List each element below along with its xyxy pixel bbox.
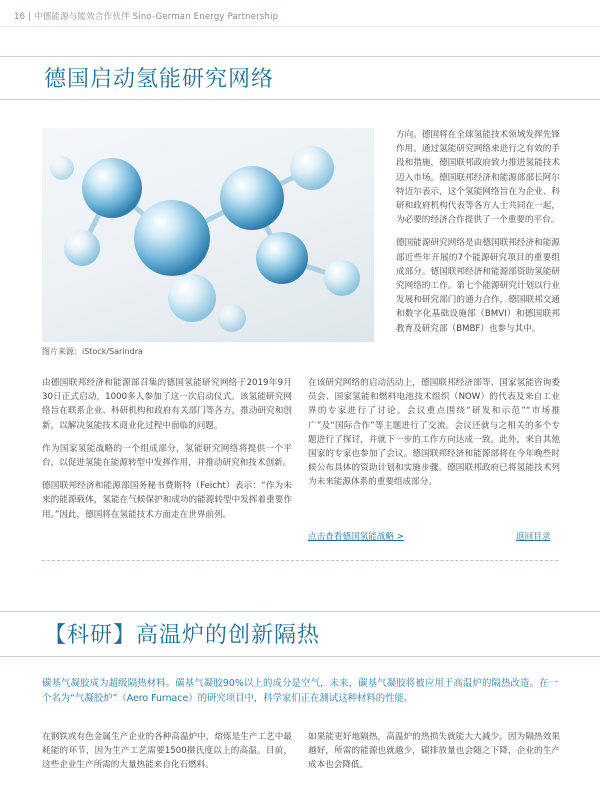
more-link[interactable]: 点击查看德国氢能战略 >	[308, 532, 404, 542]
right-column	[396, 128, 560, 345]
middle-paragraph-1: 在该研究网络的启动活动上，德国联邦经济部等、国家氢能咨询委员会、国家氢能和燃料电池技术组织（NOW）的代表及来自工业界的专家进行了讨论。会议重点围绕“研发和示范”“市场推广”及“国际合作”等主题进行了交流。会议还就与之相关的多个专题进行了探讨，并就下一步的工作方向达成一致。此外，来自其他国家的专家也参加了会议。德国联邦经济和能源部将在今年晚些时候公布具体的资助计划和实施步骤。德国联邦政府已将氢能技术列为未来能源体系的重要组成部分。	[308, 378, 560, 488]
left-paragraph-2: 作为国家氢能战略的一个组成部分，氢能研究网络将提供一个平台，以促进氢能在能源转型中发挥作用，并推动研究和技术创新。	[42, 443, 292, 469]
section-divider	[42, 560, 558, 562]
photo-caption: 图片来源：iStock/Sarindra	[42, 347, 143, 356]
section-rule-bottom	[0, 656, 600, 657]
bottom-right-column: 如果能更好地隔热，高温炉的热损失就能大大减少。因为隔热效果越好，所需的能源也就越少，碳排放量也会随之下降，企业的生产成本也会降低。	[308, 732, 560, 771]
right-paragraph-1: 方向。德国将在全球氢能技术领域发挥先锋作用。通过氢能研究网络来进行之有效的手段和措施，德国联邦政府致力推进氢能技术迈入市场。德国联邦经济和能源部部长阿尔特迈尔表示，这个氢能网络旨在为企业、科研和政府机构代表等各方人士共同在一起，为必要的经济合作提供了一个重要的平台。	[396, 130, 560, 226]
left-column	[42, 376, 292, 531]
page-title: 德国启动氢能研究网络	[44, 67, 275, 92]
middle-column	[308, 376, 560, 499]
hydrogen-molecule-photo	[42, 128, 374, 342]
back-to-contents-link[interactable]: 返回目录	[516, 532, 551, 542]
section-title: 【科研】高温炉的创新隔热	[44, 623, 321, 648]
left-paragraph-3: 德国联邦经济和能源部国务秘书费斯特（Feicht）表示：“作为未来的能源载体，氢能在气候保护和成功的能源转型中发挥着重要作用。”因此，德国将在氢能技术方面走在世界前列。	[42, 481, 292, 520]
section-rule-top	[0, 611, 600, 612]
left-paragraph-1: 由德国联邦经济和能源部召集的德国氢能研究网络于2019年9月30日正式启动，1000多人参加了这一次启动仪式。该氢能研究网络旨在联系企业、科研机构和政府有关部门等各方，推动研究和创新，以解决氢能技术商业化过程中面临的问题。	[42, 378, 292, 431]
section-lead: 碳基气凝胶成为超级隔热材料。碳基气凝胶90%以上的成分是空气，未来，碳基气凝胶将被应用于高温炉的隔热改造。在一个名为“气凝胶炉”（Aero Furnace）的研究项目中，科学家们正在测试这种材料的性能。	[42, 678, 558, 704]
right-paragraph-2: 德国能源研究网络是由德国联邦经济和能源部近些年开展的7个能源研究项目的重要组成部分。德国联邦经济和能源部资助氢能研究网络的工作。第七个能源研究计划以行业发展和研究部门的通力合作，德国联邦交通和数字化基础设施部（BMVI）和德国联邦教育及研究部（BMBF）也参与其中。	[396, 238, 560, 334]
header-text: 16 | 中德能源与能效合作伙伴 Sino-German Energy Partnership	[14, 12, 279, 22]
title-rule-bottom	[0, 99, 600, 100]
title-rule-top	[0, 56, 600, 57]
bottom-left-column: 在钢铁或有色金属生产企业的各种高温炉中，熔炼是生产工艺中最耗能的环节，因为生产工艺需要1500摄氏度以上的高温。目前，这些企业生产所需的大量热能来自化石燃料。	[42, 732, 292, 771]
molecule-illustration	[42, 128, 374, 342]
